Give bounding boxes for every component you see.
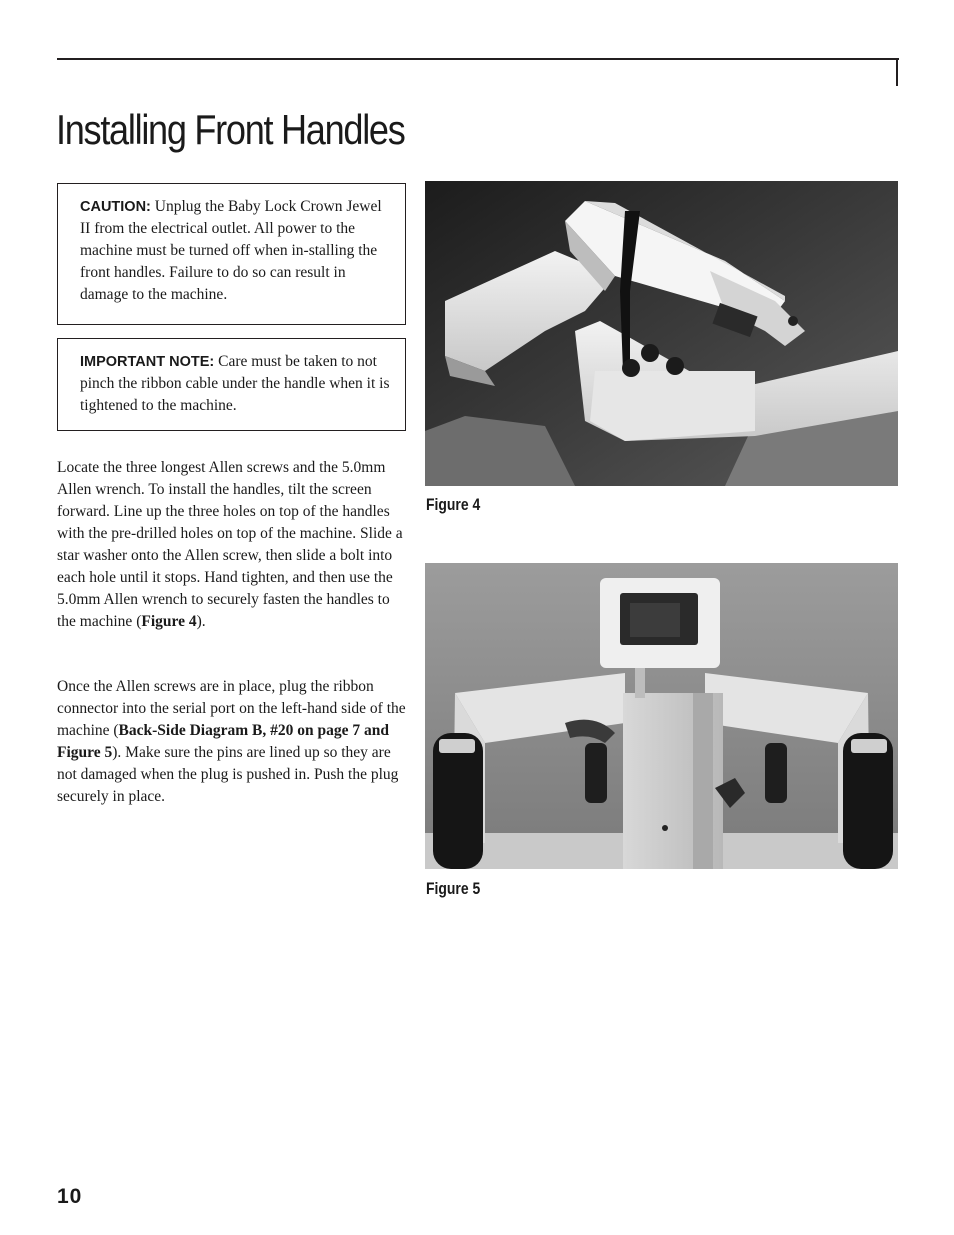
instructions-paragraph-2	[57, 676, 409, 808]
instructions-paragraph-1	[57, 457, 409, 633]
figure-5-caption: Figure 5	[426, 879, 481, 898]
paragraph-2-end: ). Make sure the pins are lined up so they are not damaged when the plug is pushed in. Push the plug securely in place.	[57, 744, 399, 805]
page-title: Installing Front Handles	[56, 106, 405, 153]
caution-label: CAUTION:	[80, 199, 151, 215]
paragraph-1-end: ).	[196, 613, 206, 630]
paragraph-1-text: Locate the three longest Allen screws and the 5.0mm Allen wrench. To install the handles, tilt the screen forward. Line up the three holes on top of the handles with the pre-drilled holes on top of the machine. Slide a star washer onto the Allen screw, then slide a bolt into each hole until it stops. Hand tighten, and then use the 5.0mm Allen wrench to securely fasten the handles to the machine (	[57, 459, 403, 630]
figure-4-reference: Figure 4	[141, 613, 197, 630]
important-note-text: Care must be taken to not pinch the ribbon cable under the handle when it is tightened to the machine.	[80, 353, 390, 414]
paragraph-2-text: Once the Allen screws are in place, plug the ribbon connector into the serial port on the left-hand side of the machine (	[57, 678, 406, 739]
figure-4-caption: Figure 4	[426, 495, 481, 514]
important-note-box	[57, 338, 406, 431]
header-rule-tick	[896, 58, 898, 86]
figure-5-photo	[425, 563, 898, 869]
caution-text: Unplug the Baby Lock Crown Jewel II from the electrical outlet. All power to the machine must be turned off when in-stalling the front handles. Failure to do so can result in damage to the machine.	[80, 198, 382, 303]
page-number: 10	[57, 1185, 83, 1208]
header-rule	[57, 58, 899, 60]
important-note-label: IMPORTANT NOTE:	[80, 354, 215, 370]
diagram-reference: Back-Side Diagram B, #20 on page 7 and Figure 5	[57, 722, 389, 761]
caution-box	[57, 183, 406, 325]
figure-4-photo	[425, 181, 898, 486]
